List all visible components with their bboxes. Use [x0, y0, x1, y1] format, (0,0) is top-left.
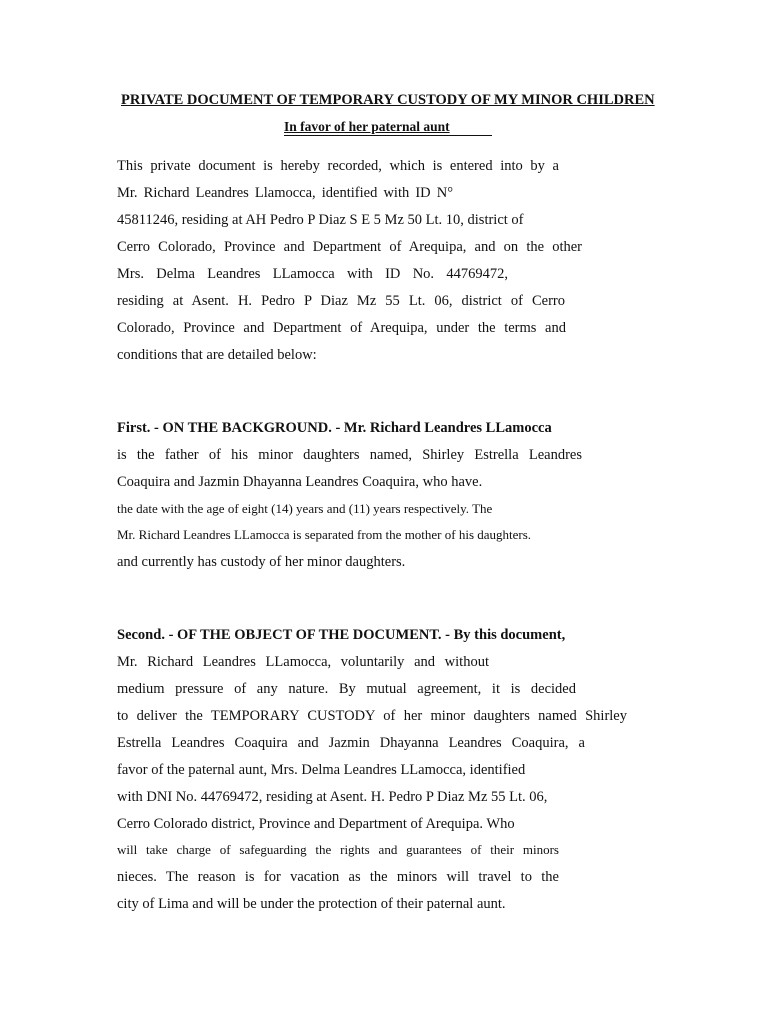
intro-line: residing at Asent. H. Pedro P Diaz Mz 55 Lt. 06, district of Cerro [117, 293, 565, 309]
section-second-heading: Second. - OF THE OBJECT OF THE DOCUMENT. - By this document, [117, 627, 566, 643]
intro-line: Mrs. Delma Leandres LLamocca with ID No. 44769472, [117, 266, 508, 282]
section-second-line: medium pressure of any nature. By mutual agreement, it is decided [117, 681, 576, 697]
intro-line: conditions that are detailed below: [117, 347, 317, 363]
section-second-line: with DNI No. 44769472, residing at Asent. H. Pedro P Diaz Mz 55 Lt. 06, [117, 789, 548, 805]
section-second-line: Cerro Colorado district, Province and Department of Arequipa. Who [117, 816, 515, 832]
section-second-line: favor of the paternal aunt, Mrs. Delma Leandres LLamocca, identified [117, 762, 526, 778]
section-first-line: Mr. Richard Leandres LLamocca is separated from the mother of his daughters. [117, 527, 532, 542]
intro-line: Cerro Colorado, Province and Department of Arequipa, and on the other [117, 239, 582, 255]
section-second-line: to deliver the TEMPORARY CUSTODY of her minor daughters named Shirley [117, 708, 627, 724]
section-first-heading: First. - ON THE BACKGROUND. - Mr. Richard Leandres LLamocca [117, 420, 552, 436]
section-first-line: Coaquira and Jazmin Dhayanna Leandres Coaquira, who have. [117, 474, 483, 490]
section-first-line: the date with the age of eight (14) years and (11) years respectively. The [117, 501, 493, 516]
section-second-line: nieces. The reason is for vacation as the minors will travel to the [117, 869, 559, 885]
section-second-line: city of Lima and will be under the protection of their paternal aunt. [117, 896, 506, 912]
section-first-line: is the father of his minor daughters named, Shirley Estrella Leandres [117, 447, 582, 463]
document-subtitle: In favor of her paternal aunt [284, 119, 450, 134]
section-second-line: will take charge of safeguarding the rights and guarantees of their minors [117, 842, 559, 857]
intro-line: Mr. Richard Leandres Llamocca, identified with ID N° [117, 185, 453, 201]
subtitle-underline [284, 135, 492, 136]
section-first-line: and currently has custody of her minor daughters. [117, 554, 406, 570]
intro-line: Colorado, Province and Department of Arequipa, under the terms and [117, 320, 566, 336]
document-title: PRIVATE DOCUMENT OF TEMPORARY CUSTODY OF MY MINOR CHILDREN [121, 92, 655, 108]
section-second-line: Estrella Leandres Coaquira and Jazmin Dhayanna Leandres Coaquira, a [117, 735, 585, 751]
intro-line: 45811246, residing at AH Pedro P Diaz S E 5 Mz 50 Lt. 10, district of [117, 212, 524, 228]
intro-line: This private document is hereby recorded, which is entered into by a [117, 158, 559, 174]
section-second-line: Mr. Richard Leandres LLamocca, voluntarily and without [117, 654, 489, 670]
